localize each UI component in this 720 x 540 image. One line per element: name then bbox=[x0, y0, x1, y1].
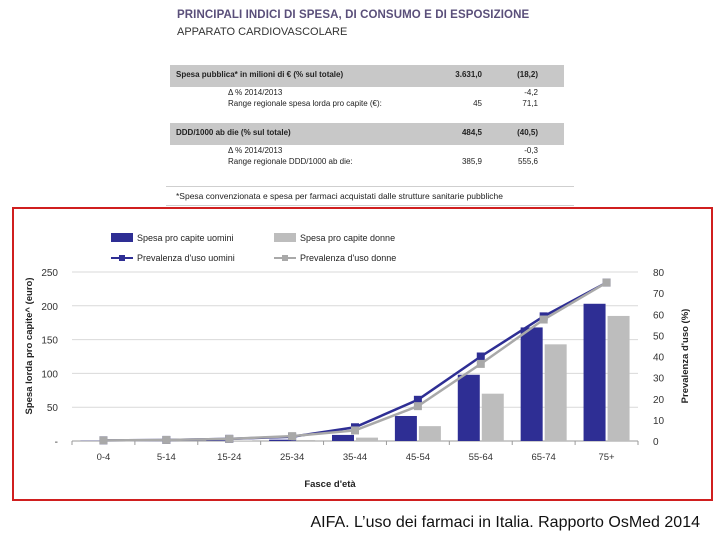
ddd-delta-label: Δ % 2014/2013 bbox=[228, 146, 283, 155]
spesa-range-min: 45 bbox=[473, 99, 482, 108]
spesa-pct: (18,2) bbox=[517, 70, 538, 79]
spesa-delta-value: -4,2 bbox=[524, 88, 538, 97]
spesa-range-max: 71,1 bbox=[522, 99, 538, 108]
y2-tick-label: 30 bbox=[653, 373, 665, 385]
x-tick-label: 15-24 bbox=[217, 452, 242, 463]
x-tick-label: 55-64 bbox=[468, 452, 493, 463]
point-marker bbox=[162, 436, 170, 444]
point-marker bbox=[99, 436, 107, 444]
spesa-range-label: Range regionale spesa lorda pro capite (€): bbox=[228, 99, 382, 108]
source-caption: AIFA. L’uso dei farmaci in Italia. Rapporto OsMed 2014 bbox=[310, 514, 700, 531]
spesa-value: 3.631,0 bbox=[455, 70, 482, 79]
legend-label: Prevalenza d'uso uomini bbox=[137, 253, 235, 263]
y2-tick-label: 40 bbox=[653, 352, 665, 364]
ddd-label: DDD/1000 ab die (% sul totale) bbox=[176, 128, 291, 137]
bar bbox=[608, 316, 630, 441]
y-axis-title: Spesa lorda pro capite^ (euro) bbox=[24, 277, 35, 415]
spesa-label: Spesa pubblica* in milioni di € (% sul totale) bbox=[176, 70, 344, 79]
x-tick-label: 45-54 bbox=[405, 452, 431, 463]
legend-label: Spesa pro capite donne bbox=[300, 233, 396, 243]
x-tick-label: 0-4 bbox=[96, 452, 111, 463]
bar bbox=[419, 426, 441, 441]
y-tick-label: 100 bbox=[41, 369, 58, 381]
y-tick-label: 250 bbox=[41, 268, 58, 279]
x-axis-title: Fasce d'età bbox=[304, 479, 356, 490]
x-tick-label: 35-44 bbox=[342, 452, 368, 463]
bar bbox=[458, 375, 480, 441]
point-marker bbox=[225, 435, 233, 443]
spesa-delta-label: Δ % 2014/2013 bbox=[228, 88, 283, 97]
legend-marker bbox=[282, 255, 288, 261]
x-tick-label: 25-34 bbox=[279, 452, 305, 463]
footnote: *Spesa convenzionata e spesa per farmaci acquistati dalle strutture sanitarie pubbliche bbox=[176, 191, 503, 201]
y-tick-label: 200 bbox=[41, 301, 58, 313]
point-marker bbox=[288, 432, 296, 440]
x-tick-label: 5-14 bbox=[156, 452, 176, 463]
legend-marker bbox=[119, 255, 125, 261]
legend-swatch bbox=[274, 233, 296, 242]
point-marker bbox=[351, 426, 359, 434]
legend-label: Prevalenza d'uso donne bbox=[300, 253, 397, 263]
bar bbox=[521, 327, 543, 441]
y2-tick-label: 60 bbox=[653, 310, 665, 322]
bar bbox=[545, 344, 567, 441]
legend-swatch bbox=[111, 233, 133, 242]
y-tick-label: 50 bbox=[46, 403, 58, 415]
point-marker bbox=[540, 316, 548, 324]
y2-tick-label: 20 bbox=[653, 394, 665, 406]
y2-tick-label: 70 bbox=[653, 289, 665, 301]
point-marker bbox=[603, 279, 611, 287]
point-marker bbox=[414, 402, 422, 410]
point-marker bbox=[477, 360, 485, 368]
y-tick-label: - bbox=[54, 437, 58, 448]
ddd-delta-value: -0,3 bbox=[524, 146, 538, 155]
bar bbox=[269, 440, 291, 441]
bar bbox=[356, 438, 378, 441]
y-tick-label: 150 bbox=[41, 335, 58, 347]
report-subtitle: APPARATO CARDIOVASCOLARE bbox=[177, 26, 348, 38]
bar bbox=[206, 440, 228, 441]
bar bbox=[332, 435, 354, 441]
bar bbox=[584, 304, 606, 441]
point-marker bbox=[477, 353, 485, 361]
legend-label: Spesa pro capite uomini bbox=[137, 233, 234, 243]
ddd-range-max: 555,6 bbox=[517, 157, 538, 166]
ddd-range-label: Range regionale DDD/1000 ab die: bbox=[228, 157, 353, 166]
report-title: PRINCIPALI INDICI DI SPESA, DI CONSUMO E DI ESPOSIZIONE bbox=[177, 9, 530, 21]
y2-tick-label: 50 bbox=[653, 331, 665, 343]
ddd-range-min: 385,9 bbox=[461, 157, 482, 166]
y2-tick-label: 80 bbox=[653, 268, 665, 279]
y2-tick-label: 10 bbox=[653, 415, 665, 427]
ddd-value: 484,5 bbox=[461, 128, 482, 137]
bar bbox=[293, 440, 315, 441]
y2-tick-label: 0 bbox=[653, 437, 659, 448]
x-tick-label: 75+ bbox=[598, 452, 615, 463]
ddd-pct: (40,5) bbox=[517, 128, 538, 137]
bar bbox=[395, 416, 417, 441]
y2-axis-title: Prevalenza d'uso (%) bbox=[680, 308, 691, 404]
bar bbox=[482, 394, 504, 441]
x-tick-label: 65-74 bbox=[531, 452, 556, 463]
